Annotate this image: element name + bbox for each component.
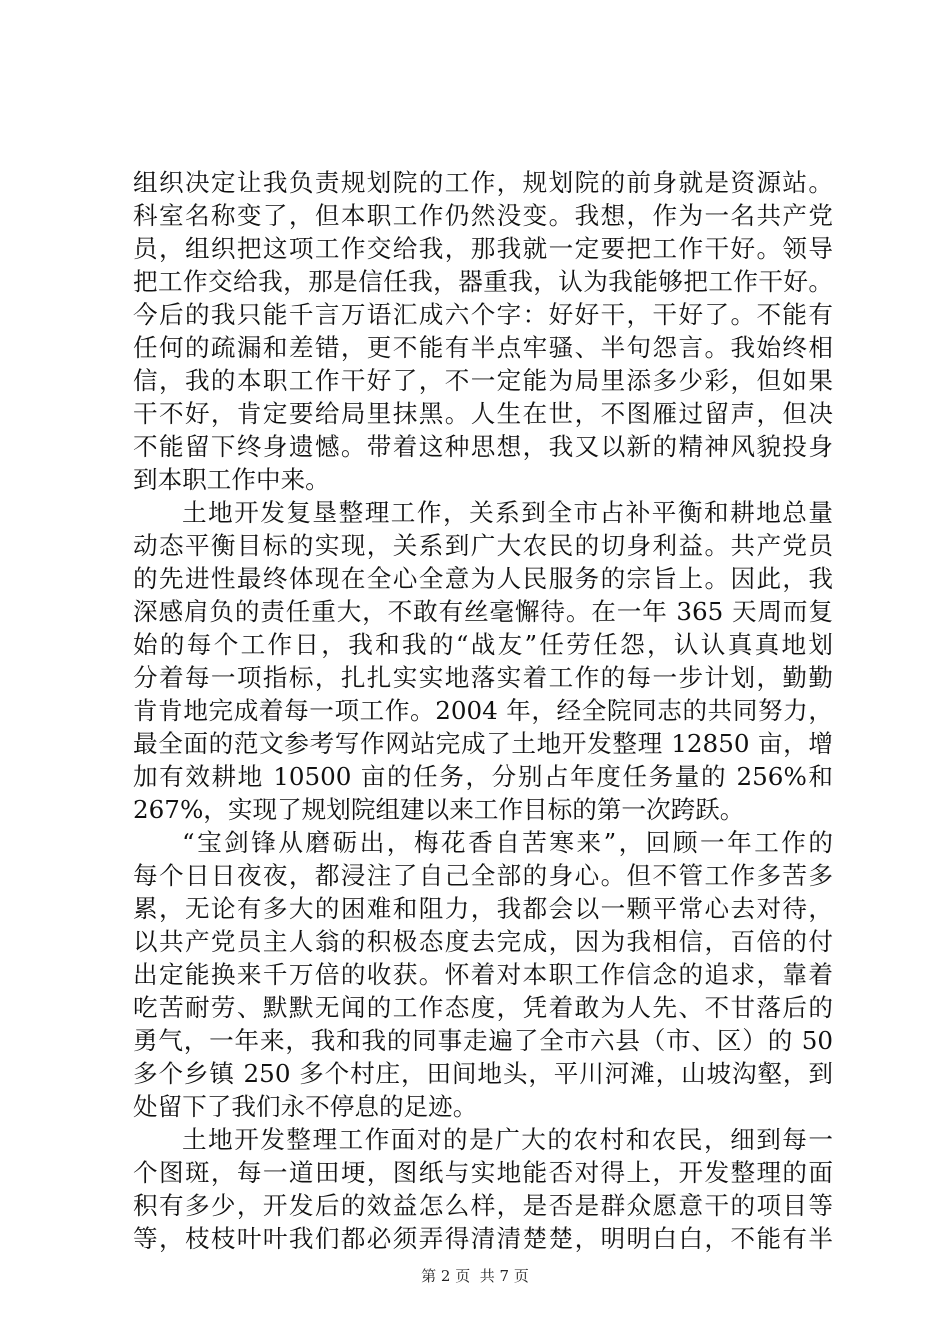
text-line: 到本职工作中来。 [133,465,330,494]
text-line: 员，组织把这项工作交给我，那我就一定要把工作干好。领导 [133,234,833,263]
text-line: 积有多少，开发后的效益怎么样，是否是群众愿意干的项目等 [133,1191,833,1220]
text-line: 个图斑，每一道田埂，图纸与实地能否对得上，开发整理的面 [133,1158,833,1187]
body-text [133,166,833,1255]
page-footer [0,1266,950,1286]
text-line: 组织决定让我负责规划院的工作，规划院的前身就是资源站。 [133,168,833,197]
text-line: 今后的我只能千言万语汇成六个字：好好干，干好了。不能有 [133,300,833,329]
text-line: “宝剑锋从磨砺出，梅花香自苦寒来”，回顾一年工作的 [182,828,833,857]
text-line: 勇气，一年来，我和我的同事走遍了全市六县（市、区）的 50 [133,1026,833,1055]
text-line: 不能留下终身遗憾。带着这种思想，我又以新的精神风貌投身 [133,432,833,461]
text-line: 的先进性最终体现在全心全意为人民服务的宗旨上。因此，我 [133,564,833,593]
text-line: 每个日日夜夜，都浸注了自己全部的身心。但不管工作多苦多 [133,861,833,890]
text-line: 土地开发复垦整理工作，关系到全市占补平衡和耕地总量 [182,498,833,527]
text-line: 把工作交给我，那是信任我，器重我，认为我能够把工作干好。 [133,267,833,296]
text-line: 动态平衡目标的实现，关系到广大农民的切身利益。共产党员 [133,531,833,560]
text-line: 干不好，肯定要给局里抹黑。人生在世，不图雁过留声，但决 [133,399,833,428]
text-line: 深感肩负的责任重大，不敢有丝毫懈待。在一年 365 天周而复 [133,597,833,626]
text-line: 加有效耕地 10500 亩的任务，分别占年度任务量的 256%和 [133,762,833,791]
page-number: 第 2 页 共 7 页 [421,1267,529,1285]
text-line: 吃苦耐劳、默默无闻的工作态度，凭着敢为人先、不甘落后的 [133,993,833,1022]
text-line: 始的每个工作日，我和我的“战友”任劳任怨，认认真真地划 [133,630,833,659]
text-line: 累，无论有多大的困难和阻力，我都会以一颗平常心去对待， [133,894,833,923]
text-line: 肯肯地完成着每一项工作。2004 年，经全院同志的共同努力， [133,696,833,725]
text-line: 土地开发整理工作面对的是广大的农村和农民，细到每一 [182,1125,833,1154]
text-line: 信，我的本职工作干好了，不一定能为局里添多少彩，但如果 [133,366,833,395]
text-line: 科室名称变了，但本职工作仍然没变。我想，作为一名共产党 [133,201,833,230]
text-line: 任何的疏漏和差错，更不能有半点牢骚、半句怨言。我始终相 [133,333,833,362]
text-line: 最全面的范文参考写作网站完成了土地开发整理 12850 亩，增 [133,729,833,758]
text-line: 等，枝枝叶叶我们都必须弄得清清楚楚，明明白白，不能有半 [133,1224,833,1253]
text-line: 267%，实现了规划院组建以来工作目标的第一次跨跃。 [133,795,745,824]
text-line: 多个乡镇 250 多个村庄，田间地头，平川河滩，山坡沟壑，到 [133,1059,833,1088]
text-line: 出定能换来千万倍的收获。怀着对本职工作信念的追求，靠着 [133,960,833,989]
text-line: 以共产党员主人翁的积极态度去完成，因为我相信，百倍的付 [133,927,833,956]
text-line: 处留下了我们永不停息的足迹。 [133,1092,478,1121]
text-line: 分着每一项指标，扎扎实实地落实着工作的每一步计划，勤勤 [133,663,833,692]
